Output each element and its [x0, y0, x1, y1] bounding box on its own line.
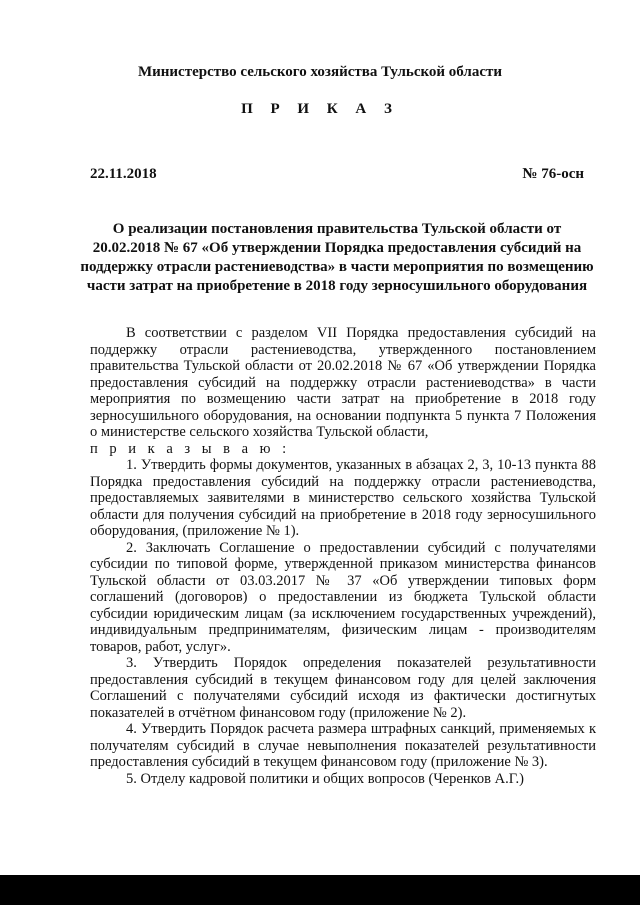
order-item-3: 3. Утвердить Порядок определения показателей результативности предоставления субсидий в текущем финансовом году для целей заключения Соглашений с получателями субсидий исходя из фактически достигнутых показателей в отчётном финансовом году (приложение № 2).: [90, 655, 596, 721]
order-word: п р и к а з ы в а ю :: [90, 440, 291, 457]
preamble-paragraph: В соответствии с разделом VII Порядка предоставления субсидий на поддержку отрасли растениеводства, утвержденного постановлением правительства Тульской области от 20.02.2018 № 67 «Об утверждении Порядка предоставления субсидий на поддержку отрасли растениеводства» в части мероприятия по возмещению части затрат на приобретение в 2018 году зерносушильного оборудования, на основании подпункта 5 пункта 7 Положения о министерстве сельского хозяйства Тульской области,: [90, 325, 596, 440]
order-item-4: 4. Утвердить Порядок расчета размера штрафных санкций, применяемых к получателям субсидий в случае невыполнения показателей результативности предоставления субсидий в текущем финансовом году (приложение № 3).: [90, 721, 596, 770]
document-type: П Р И К А З: [241, 101, 399, 117]
order-subject: О реализации постановления правительства Тульской области от 20.02.2018 № 67 «Об утверждении Порядка предоставления субсидий на поддержку отрасли растениеводства» в части мероприятия по возмещению части затрат на приобретение в 2018 году зерносушильного оборудования: [80, 221, 594, 294]
ministry-name: Министерство сельского хозяйства Тульской области: [137, 64, 503, 80]
order-item-1: 1. Утвердить формы документов, указанных в абзацах 2, 3, 10-13 пункта 88 Порядка предоставления субсидий на поддержку отрасли растениеводства, предоставляемых заявителями в министерство сельского хозяйства Тульской области для получения субсидий на приобретение в 2018 году зерносушильного оборудования, (приложение № 1).: [90, 457, 596, 539]
order-item-2: 2. Заключать Соглашение о предоставлении субсидий с получателями субсидии по типовой форме, утвержденной приказом министерства финансов Тульской области от 03.03.2017 № 37 «Об утверждении типовых форм соглашений (договоров) о предоставлении из бюджета Тульской области субсидии юридическим лицам (за исключением государственных учреждений), индивидуальным предпринимателям, физическим лицам - производителям товаров, работ, услуг».: [90, 539, 596, 655]
scan-bottom-edge: [0, 875, 640, 905]
order-item-5: 5. Отделу кадровой политики и общих вопросов (Черенков А.Г.): [126, 770, 524, 787]
order-number: № 76-осн: [522, 166, 584, 182]
order-date: 22.11.2018: [90, 166, 157, 182]
order-body: [90, 325, 596, 787]
